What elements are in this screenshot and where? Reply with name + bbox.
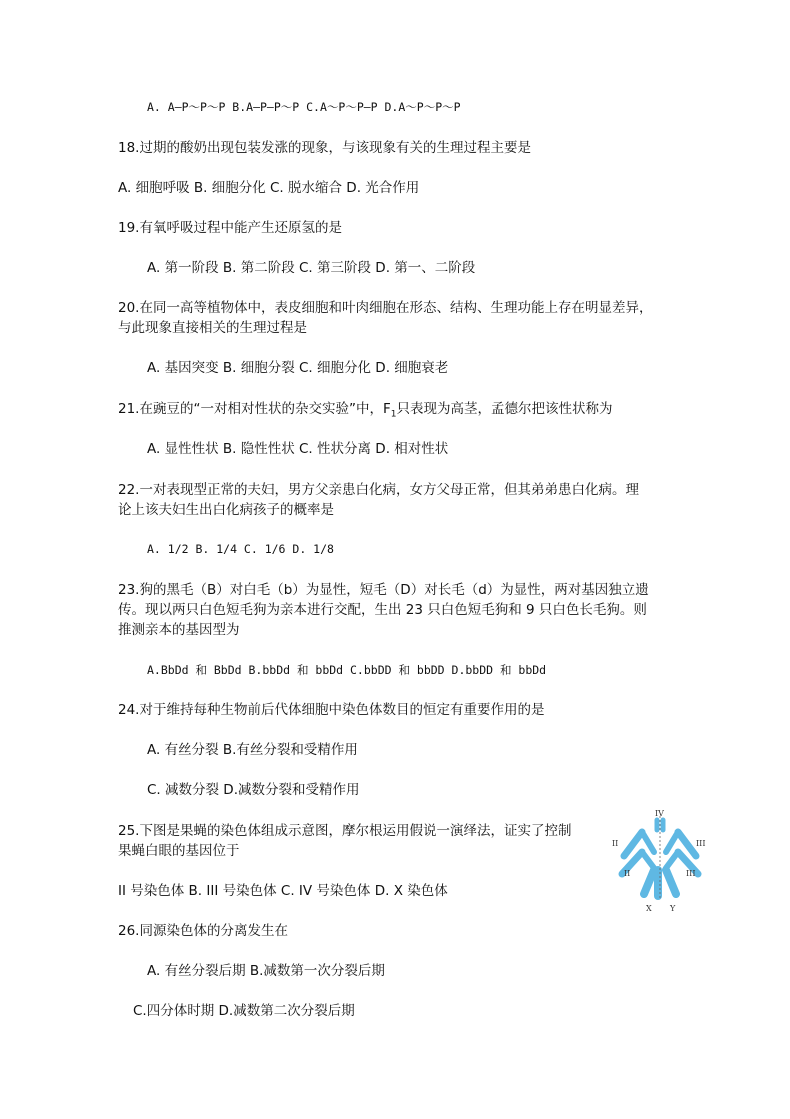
- label-iv: IV: [655, 809, 664, 818]
- q17-options: A. A—P～P～P B.A—P—P～P C.A～P～P—P D.A～P～P～P: [147, 100, 461, 114]
- q19-options: A. 第一阶段 B. 第二阶段 C. 第三阶段 D. 第一、二阶段: [147, 260, 476, 276]
- label-y: Y: [670, 904, 676, 913]
- label-iii-lower: III: [686, 869, 696, 878]
- q26-options-line-2: C.四分体时期 D.减数第二次分裂后期: [133, 1003, 355, 1019]
- q22-stem-line-1: 22.一对表现型正常的夫妇，男方父亲患白化病，女方父母正常，但其弟弟患白化病。理: [118, 482, 639, 498]
- q24-options-line-2: C. 减数分裂 D.减数分裂和受精作用: [147, 782, 360, 798]
- q25-stem-line-1: 25.下图是果蝇的染色体组成示意图，摩尔根运用假说一演绎法，证实了控制: [118, 823, 572, 839]
- q22-options: A. 1/2 B. 1/4 C. 1/6 D. 1/8: [147, 542, 334, 556]
- fruit-fly-chromosome-diagram: [610, 808, 710, 916]
- q23-stem-line-2: 传。现以两只白色短毛狗为亲本进行交配，生出 23 只白色短毛狗和 9 只白色长毛狗。则: [118, 602, 647, 618]
- q18-options: A. 细胞呼吸 B. 细胞分化 C. 脱水缩合 D. 光合作用: [118, 180, 420, 196]
- label-ii-left: II: [612, 839, 619, 848]
- label-ii-lower: II: [624, 869, 631, 878]
- q23-options: A.BbDd 和 BbDd B.bbDd 和 bbDd C.bbDD 和 bbDD D.bbDD 和 bbDd: [147, 663, 547, 677]
- chromosome-x-left: [644, 870, 654, 894]
- q18-stem: 18.过期的酸奶出现包装发涨的现象，与该现象有关的生理过程主要是: [118, 140, 531, 156]
- chromosome-karyotype-figure: [610, 808, 710, 916]
- q20-stem-line-1: 20.在同一高等植物体中，表皮细胞和叶肉细胞在形态、结构、生理功能上存在明显差异，: [118, 300, 653, 316]
- q20-stem-line-2: 与此现象直接相关的生理过程是: [118, 320, 307, 336]
- q21-options: A. 显性性状 B. 隐性性状 C. 性状分离 D. 相对性状: [147, 441, 449, 457]
- q23-stem-line-1: 23.狗的黑毛（B）对白毛（b）为显性，短毛（D）对长毛（d）为显性，两对基因独立遗: [118, 582, 649, 598]
- chromosome-y-arm: [666, 870, 676, 894]
- q25-stem-line-2: 果蝇白眼的基因位于: [118, 843, 240, 859]
- q26-stem: 26.同源染色体的分离发生在: [118, 923, 288, 939]
- q21-subscript: 1: [390, 409, 397, 420]
- label-iii-right: III: [696, 839, 706, 848]
- q21-stem: [118, 399, 612, 425]
- q21-stem-part-1: 21.在豌豆的“一对相对性状的杂交实验”中，F: [118, 401, 391, 417]
- q24-stem: 24.对于维持每种生物前后代体细胞中染色体数目的恒定有重要作用的是: [118, 702, 545, 718]
- q23-stem-line-3: 推测亲本的基因型为: [118, 622, 240, 638]
- q19-stem: 19.有氧呼吸过程中能产生还原氢的是: [118, 220, 342, 236]
- q20-options: A. 基因突变 B. 细胞分裂 C. 细胞分化 D. 细胞衰老: [147, 360, 449, 376]
- q24-options-line-1: A. 有丝分裂 B.有丝分裂和受精作用: [147, 742, 358, 758]
- q26-options-line-1: A. 有丝分裂后期 B.减数第一次分裂后期: [147, 963, 385, 979]
- label-x: X: [646, 904, 652, 913]
- q21-stem-part-2: 只表现为高茎，孟德尔把该性状称为: [396, 401, 613, 417]
- q22-stem-line-2: 论上该夫妇生出白化病孩子的概率是: [118, 502, 334, 518]
- q25-options: II 号染色体 B. III 号染色体 C. IV 号染色体 D. X 染色体: [118, 883, 448, 899]
